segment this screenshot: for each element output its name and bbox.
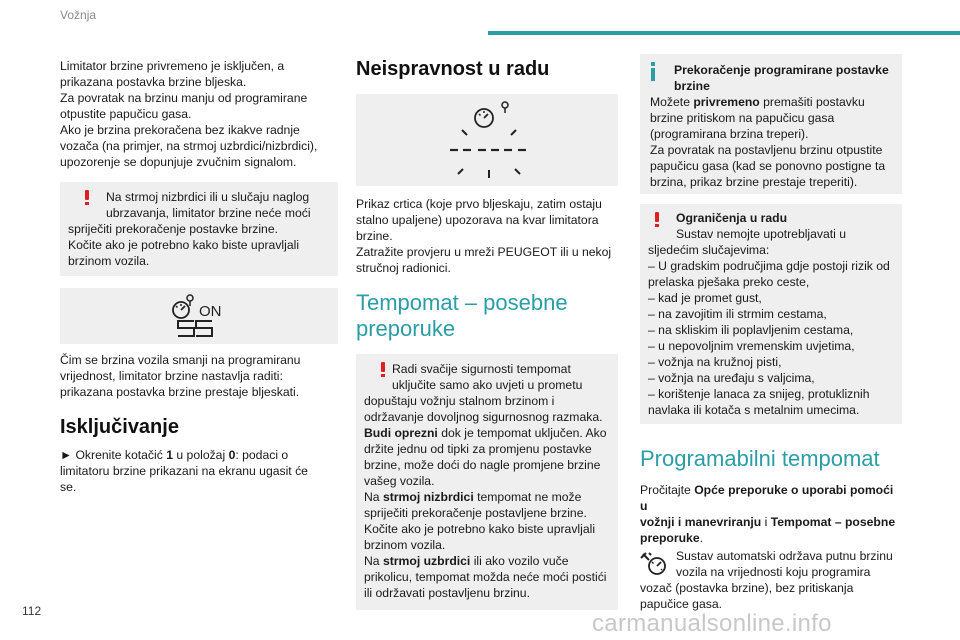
limits-title: Ograničenja u radu [676, 211, 788, 225]
text-run-bold: vožnji i manevriranju [640, 515, 762, 529]
text-line: Zatražite provjeru u mreži PEUGEOT ili u nekoj [356, 245, 612, 259]
warning-box-operating-limits [640, 204, 902, 424]
heading-cruise-recommendations [356, 290, 618, 342]
text-line: brzina, prikaz brzine prestaje treperiti). [650, 175, 858, 189]
list-item: – na skliskim ili poplavljenim cestama, [648, 323, 854, 337]
text-run-bold: 0 [228, 448, 236, 462]
text-run-bold: 1 [166, 448, 173, 462]
text-run-bold: Tempomat – posebne [770, 515, 896, 529]
list-item: – kad je promet gust, [648, 291, 762, 305]
info-icon [650, 62, 657, 82]
info-box-text [650, 94, 894, 190]
speed-dashes-icon [356, 94, 618, 186]
text-run-bold: strmoj nizbrdici [382, 490, 474, 504]
text-run: tempomat ne može [473, 490, 582, 504]
text-line: Za povratak na postavljenu brzinu otpustite [650, 143, 883, 157]
text-run: . [699, 531, 703, 545]
text-run: i [761, 515, 771, 529]
text-line: vozila na vrijednosti koju programira [676, 565, 871, 579]
text-line: Prikaz crtica (koje prvo bljeskaju, zatim ostaju [356, 197, 602, 211]
display-on-label: ON [199, 303, 222, 320]
text-line: (programirana brzina treperi). [650, 127, 809, 141]
text-line: otpustite papučicu gasa. [60, 107, 192, 121]
text-line: sljedećim slučajevima: [648, 243, 770, 257]
list-item: – u nepovoljnim vremenskim uvjetima, [648, 339, 855, 353]
speed-display-on-image [60, 288, 338, 344]
title-line: brzine [674, 79, 710, 93]
text-line: Limitator brzine privremeno je isključen, a [60, 59, 285, 73]
text-line: Ako je brzina prekoračena bez ikakve radnje [60, 123, 300, 137]
text-line: ubrzavanja, limitator brzine neće moći [106, 206, 311, 220]
text-line: spriječiti prekoračenje postavljene brzine. [364, 506, 587, 520]
text-line: upozorenje se dopunjuje zvučnim signalom. [60, 155, 297, 169]
text-line: dopuštaju vožnju stalnom brzinom i [364, 394, 555, 408]
text-line: vozača (na primjer, na strmoj uzbrdici/nizbrdici), [60, 139, 318, 153]
list-item-continued: prelaska pješaka preko ceste, [648, 275, 810, 289]
speedometer-on-icon [60, 288, 338, 344]
text-line: ili održavati postavljenu brzinu. [364, 586, 530, 600]
text-line: se. [60, 480, 77, 494]
fault-display-image [356, 94, 618, 186]
text-run: Na [364, 490, 383, 504]
list-item: – vožnja na uređaju s valjcima, [648, 371, 815, 385]
cruise-warning-text [364, 361, 610, 601]
programmable-cruise-paragraph [640, 482, 902, 546]
column-left [60, 58, 338, 495]
text-line: papučice gasa. [640, 597, 722, 611]
page-header-title: Vožnja [60, 8, 97, 22]
text-run: dok je tempomat uključen. Ako [437, 426, 607, 440]
warning-box-cruise-safety [356, 354, 618, 610]
text-run: : podaci o [235, 448, 289, 462]
heading-line: Tempomat – posebne [356, 290, 568, 315]
warning-exclamation-icon [380, 362, 386, 376]
text-line: brzine pritiskom na papučicu gasa [650, 111, 835, 125]
list-item-continued: navlaka ili kotača s metalnim umecima. [648, 403, 860, 417]
list-item: – vožnja na kružnoj pisti, [648, 355, 782, 369]
list-item: – korištenje lanaca za snijeg, protukliznih [648, 387, 870, 401]
fault-paragraph [356, 196, 618, 276]
text-line: limitatoru brzine prikazani na ekranu ugasit će [60, 464, 308, 478]
text-line: održavanje dovoljnog sigurnosnog razmaka. [364, 410, 603, 424]
heading-malfunction: Neispravnost u radu [356, 58, 550, 80]
text-run-bold: Opće preporuke o uporabi pomoći u [640, 483, 894, 513]
text-line: brzine, može doći do nagle promjene brzine [364, 458, 601, 472]
page-number: 112 [22, 604, 42, 618]
list-item: – U gradskim područjima gdje postoji rizik od [648, 259, 890, 273]
info-box-title [650, 62, 894, 94]
cruise-auto-text [640, 548, 902, 612]
text-run-bold: privremeno [693, 95, 760, 109]
resume-paragraph [60, 352, 338, 400]
text-line: stalno upaljene) upozorava na kvar limitatora [356, 213, 599, 227]
heading-line: preporuke [356, 316, 456, 341]
text-line: Za povratak na brzinu manju od programirane [60, 91, 308, 105]
text-run: Pročitajte [640, 483, 695, 497]
warning-text [68, 189, 330, 269]
text-line: Sustav automatski održava putnu brzinu [676, 549, 893, 563]
text-line: spriječiti prekoračenje postavke brzine. [68, 222, 278, 236]
text-line: stručnoj radionici. [356, 261, 451, 275]
text-line: Sustav nemojte upotrebljavati u [676, 227, 847, 241]
text-line: držite jednu od tipki za promjenu postavke [364, 442, 592, 456]
text-run: u položaj [173, 448, 229, 462]
text-line: brzinom vozila. [364, 538, 446, 552]
watermark: carmanualsonline.info [592, 610, 832, 637]
cruise-auto-block [640, 548, 902, 612]
text-line: Kočite ako je potrebno kako biste upravljali [68, 238, 300, 252]
header-accent-bar [488, 31, 960, 35]
text-line: vrijednost, limitator brzine nastavlja raditi: [60, 369, 283, 383]
text-line: prikazana postavka brzine bljeska. [60, 75, 247, 89]
warning-exclamation-icon [84, 190, 90, 204]
column-middle [356, 58, 618, 610]
column-right [640, 54, 902, 612]
warning-box-downhill [60, 182, 338, 276]
text-run: ili ako vozilo vuče [470, 554, 569, 568]
list-item: – na zavojitim ili strmim cestama, [648, 307, 827, 321]
text-line: vašeg vozila. [364, 474, 435, 488]
text-line: uključite samo ako uvjeti u prometu [392, 378, 583, 392]
text-run-bold: strmoj uzbrdici [382, 554, 471, 568]
warning-exclamation-icon [654, 212, 660, 226]
text-run-bold: Budi oprezni [364, 426, 438, 440]
text-line: brzinom vozila. [68, 254, 150, 268]
text-line: brzine. [356, 229, 393, 243]
text-run: ► Okrenite kotačić [60, 448, 167, 462]
text-line: Kočite ako je potrebno kako biste upravljali [364, 522, 596, 536]
heading-switching-off: Isključivanje [60, 416, 179, 438]
cruise-control-speedometer-icon [640, 550, 672, 578]
intro-paragraph [60, 58, 338, 170]
text-line: Radi svačije sigurnosti tempomat [392, 362, 571, 376]
title-line: Prekoračenje programirane postavke [674, 63, 889, 77]
text-run-bold: preporuke [640, 531, 700, 545]
text-run: Možete [650, 95, 694, 109]
text-line: vozač (postavka brzine), bez pritiskanja [640, 581, 854, 595]
text-run: Na [364, 554, 383, 568]
text-line: papučicu gasa (kad se ponovno postigne ta [650, 159, 886, 173]
info-box-override [640, 54, 902, 194]
text-line: Na strmoj nizbrdici ili u slučaju naglog [106, 190, 310, 204]
text-line: prikazana postavka brzine prestaje bljeskati. [60, 385, 300, 399]
text-line: prikolicu, tempomat možda neće moći postići [364, 570, 607, 584]
switch-off-paragraph [60, 447, 338, 495]
heading-programmable-cruise: Programabilni tempomat [640, 446, 880, 471]
limits-text [648, 226, 894, 418]
text-line: Čim se brzina vozila smanji na programiranu [60, 353, 301, 367]
text-run: premašiti postavku [759, 95, 865, 109]
